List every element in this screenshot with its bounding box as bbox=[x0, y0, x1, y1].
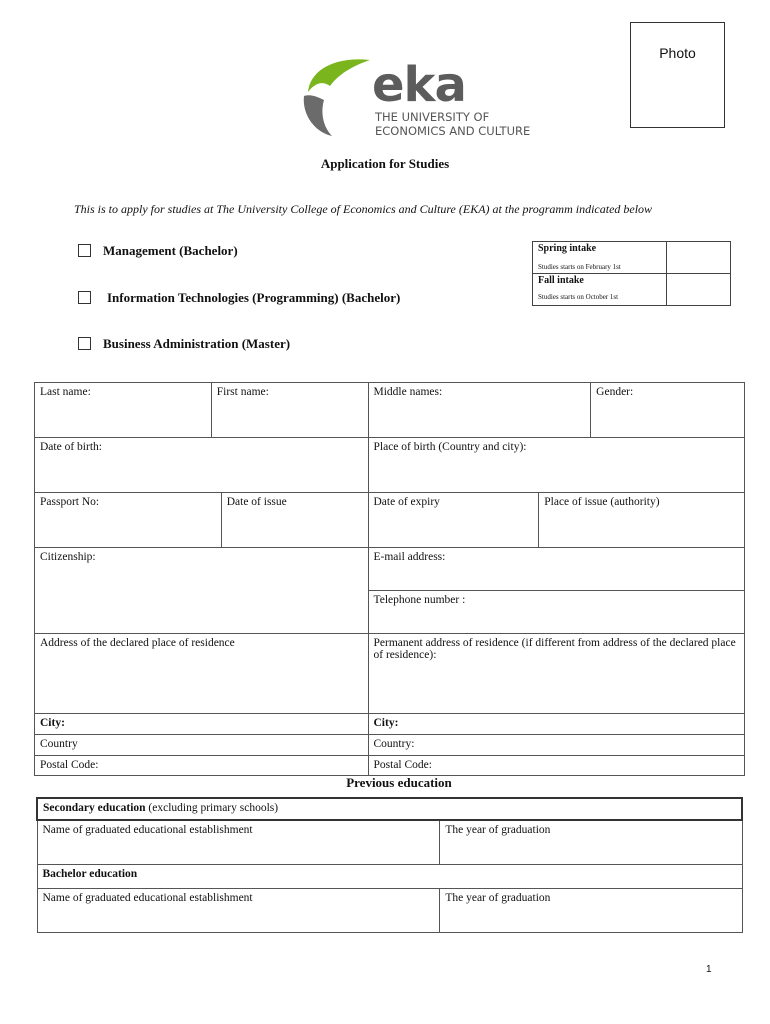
field-telephone[interactable] bbox=[368, 591, 745, 634]
personal-data-table bbox=[34, 382, 745, 776]
label-telephone: Telephone number : bbox=[373, 594, 466, 606]
label-bachelor-establishment: Name of graduated educational establishment bbox=[42, 891, 253, 904]
field-place-of-issue[interactable] bbox=[539, 493, 745, 548]
field-date-of-birth[interactable] bbox=[35, 438, 369, 493]
label-citizenship: Citizenship: bbox=[40, 551, 96, 563]
label-first-name: First name: bbox=[216, 386, 269, 398]
label-middle-names: Middle names: bbox=[373, 386, 443, 398]
field-address-declared[interactable] bbox=[35, 634, 369, 714]
field-last-name[interactable] bbox=[35, 383, 212, 438]
field-middle-names[interactable] bbox=[368, 383, 591, 438]
label-bachelor-year: The year of graduation bbox=[445, 891, 551, 904]
bachelor-education-header bbox=[37, 864, 742, 888]
field-place-of-birth[interactable] bbox=[368, 438, 745, 493]
intake-note-fall: Studies starts on October 1st bbox=[538, 293, 619, 301]
program-checkbox-it[interactable] bbox=[78, 291, 91, 304]
logo-subtitle bbox=[375, 110, 530, 138]
field-date-of-expiry[interactable] bbox=[368, 493, 539, 548]
label-passport-no: Passport No: bbox=[40, 496, 100, 508]
page-number: 1 bbox=[706, 964, 712, 975]
label-gender: Gender: bbox=[596, 386, 634, 398]
program-checkbox-business[interactable] bbox=[78, 337, 91, 350]
field-city-right[interactable] bbox=[368, 714, 745, 735]
field-citizenship[interactable] bbox=[35, 548, 369, 634]
page-title: Application for Studies bbox=[320, 156, 450, 171]
program-label-it: Information Technologies (Programming) (Bachelor) bbox=[107, 290, 401, 305]
label-last-name: Last name: bbox=[40, 386, 91, 398]
bachelor-education-title: Bachelor education bbox=[42, 867, 138, 880]
label-city-right: City: bbox=[373, 717, 399, 729]
intake-name-spring: Spring intake bbox=[538, 243, 597, 254]
field-date-of-issue[interactable] bbox=[221, 493, 368, 548]
label-email: E-mail address: bbox=[373, 551, 446, 563]
label-country-right: Country: bbox=[373, 738, 415, 750]
secondary-education-note: (excluding primary schools) bbox=[145, 802, 279, 814]
program-label-business: Business Administration (Master) bbox=[103, 336, 291, 351]
field-passport-no[interactable] bbox=[35, 493, 222, 548]
field-country-right[interactable] bbox=[368, 735, 745, 756]
intro-text: This is to apply for studies at The University College of Economics and Culture (EKA) at the programm indicated below bbox=[74, 202, 653, 216]
education-table bbox=[36, 797, 743, 933]
field-postal-right[interactable] bbox=[368, 756, 745, 776]
photo-label: Photo bbox=[659, 45, 696, 61]
logo-swoosh-green bbox=[308, 59, 370, 92]
label-address-permanent: Permanent address of residence (if different from address of the declared place of residence): bbox=[373, 637, 736, 661]
label-place-of-issue: Place of issue (authority) bbox=[544, 496, 660, 508]
label-secondary-year: The year of graduation bbox=[445, 824, 551, 836]
program-checkbox-management[interactable] bbox=[78, 244, 91, 257]
logo-line2: ECONOMICS AND CULTURE bbox=[375, 124, 531, 138]
intake-cell-fall bbox=[533, 274, 667, 306]
previous-education-heading: Previous education bbox=[346, 775, 452, 790]
field-city-left[interactable] bbox=[35, 714, 369, 735]
intake-table bbox=[532, 241, 731, 306]
label-date-of-expiry: Date of expiry bbox=[373, 496, 440, 508]
intake-note-spring: Studies starts on February 1st bbox=[538, 263, 621, 271]
field-country-left[interactable] bbox=[35, 735, 369, 756]
field-gender[interactable] bbox=[591, 383, 745, 438]
label-postal-right: Postal Code: bbox=[373, 759, 432, 771]
field-postal-left[interactable] bbox=[35, 756, 369, 776]
label-date-of-birth: Date of birth: bbox=[40, 441, 102, 453]
field-secondary-year[interactable] bbox=[440, 820, 742, 864]
intake-cell-spring bbox=[533, 242, 667, 274]
label-date-of-issue: Date of issue bbox=[226, 496, 287, 508]
label-place-of-birth: Place of birth (Country and city): bbox=[373, 441, 527, 453]
field-secondary-establishment[interactable] bbox=[37, 820, 440, 864]
photo-box bbox=[630, 22, 725, 128]
field-address-permanent[interactable] bbox=[368, 634, 745, 714]
logo-wordmark: eka bbox=[372, 57, 466, 113]
field-email[interactable] bbox=[368, 548, 745, 591]
label-address-declared: Address of the declared place of residence bbox=[40, 637, 235, 649]
label-city-left: City: bbox=[40, 717, 65, 729]
intake-name-fall: Fall intake bbox=[538, 275, 584, 286]
logo-line1: THE UNIVERSITY OF bbox=[375, 110, 490, 124]
field-first-name[interactable] bbox=[211, 383, 368, 438]
label-secondary-establishment: Name of graduated educational establishment bbox=[42, 824, 253, 836]
field-bachelor-establishment[interactable] bbox=[37, 888, 440, 932]
field-bachelor-year[interactable] bbox=[440, 888, 742, 932]
intake-checkbox-fall[interactable] bbox=[667, 274, 731, 306]
program-label-management: Management (Bachelor) bbox=[103, 243, 238, 258]
secondary-education-title: Secondary education bbox=[43, 802, 146, 814]
intake-checkbox-spring[interactable] bbox=[667, 242, 731, 274]
secondary-education-header bbox=[37, 798, 742, 820]
label-postal-left: Postal Code: bbox=[40, 759, 99, 771]
logo-swoosh-gray bbox=[304, 95, 332, 136]
label-country-left: Country bbox=[40, 738, 78, 750]
